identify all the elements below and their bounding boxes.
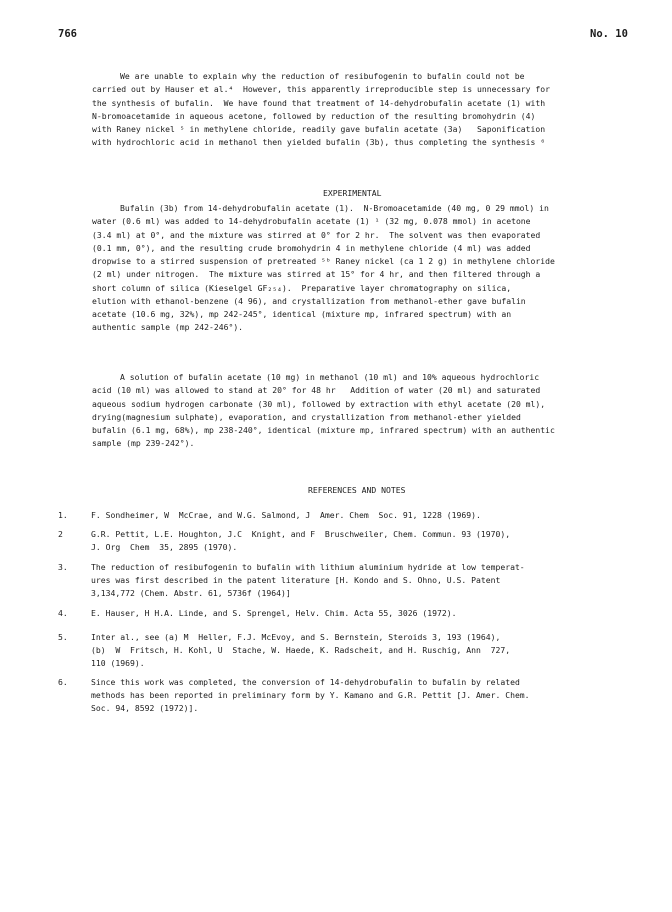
experimental-heading: EXPERIMENTAL xyxy=(323,188,382,198)
reference-line: J. Org Chem 35, 2895 (1970). xyxy=(91,542,238,552)
reference-number: 6. xyxy=(58,677,68,687)
text-line: acid (10 ml) was allowed to stand at 20° for 48 hr Addition of water (20 ml) and saturated xyxy=(92,385,541,396)
reference-line: methods has been reported in preliminary form by Y. Kamano and G.R. Pettit [J. Amer. Chem. xyxy=(91,690,530,700)
reference-line: (b) W Fritsch, H. Kohl, U Stache, W. Haede, K. Radscheit, and H. Ruschig, Ann 727, xyxy=(91,645,511,655)
text-line: dropwise to a stirred suspension of pretreated ⁵ᵇ Raney nickel (ca 1 2 g) in methylene chloride xyxy=(92,256,555,266)
reference-line: G.R. Pettit, L.E. Houghton, J.C Knight, and F Bruschweiler, Chem. Commun. 93 (1970), xyxy=(91,529,511,539)
text-line: the synthesis of bufalin. We have found that treatment of 14-dehydrobufalin acetate (1) with xyxy=(92,97,546,108)
experimental-paragraph-2 xyxy=(92,371,612,451)
reference-line: ures was first described in the patent literature [H. Kondo and S. Ohno, U.S. Patent xyxy=(91,575,501,585)
text-line: (0.1 mm, 0°), and the resulting crude bromohydrin 4 in methylene chloride (4 ml) was added xyxy=(92,242,531,253)
text-line: Bufalin (3b) from 14-dehydrobufalin acetate (1). N-Bromoacetamide (40 mg, 0 29 mmol) in xyxy=(120,203,549,213)
reference-line: F. Sondheimer, W McCrae, and W.G. Salmond, J Amer. Chem Soc. 91, 1228 (1969). xyxy=(91,510,481,520)
text-line: carried out by Hauser et al.⁴ However, this apparently irreproducible step is unnecessary for xyxy=(92,84,551,95)
text-line: short column of silica (Kieselgel GF₂₅₄). Preparative layer chromatography on silica, xyxy=(92,282,512,293)
text-line: elution with ethanol-benzene (4 96), and crystallization from methanol-ether gave bufalin xyxy=(92,295,526,306)
reference-line: Since this work was completed, the conversion of 14-dehydrobufalin to bufalin by related xyxy=(91,677,520,687)
text-line: aqueous sodium hydrogen carbonate (30 ml), followed by extraction with ethyl acetate (20 ml), xyxy=(92,398,546,409)
text-line: sample (mp 239-242°). xyxy=(92,438,195,449)
text-line: acetate (10.6 mg, 32%), mp 242-245°, identical (mixture mp, infrared spectrum) with an xyxy=(92,309,512,319)
reference-line: 3,134,772 (Chem. Abstr. 61, 5736f (1964)] xyxy=(91,588,291,598)
text-line: N-bromoacetamide in aqueous acetone, followed by reduction of the resulting bromohydrin (4) xyxy=(92,110,536,121)
reference-number: 4. xyxy=(58,608,68,618)
reference-line: The reduction of resibufogenin to bufalin with lithium aluminium hydride at low temperat- xyxy=(91,562,525,572)
reference-number: 3. xyxy=(58,562,68,572)
reference-line: Soc. 94, 8592 (1972)]. xyxy=(91,703,199,713)
page-number: 766 xyxy=(58,28,77,40)
text-line: (2 ml) under nitrogen. The mixture was stirred at 15° for 4 hr, and then filtered through a xyxy=(92,269,541,280)
reference-line: 110 (1969). xyxy=(91,658,145,668)
text-line: water (0.6 ml) was added to 14-dehydrobufalin acetate (1) ¹ (32 mg, 0.078 mmol) in acetone xyxy=(92,216,531,227)
references-heading: REFERENCES AND NOTES xyxy=(308,485,406,495)
issue-number: No. 10 xyxy=(590,28,628,40)
text-line: authentic sample (mp 242-246°). xyxy=(92,322,244,333)
text-line: with hydrochloric acid in methanol then yielded bufalin (3b), thus completing the synthesis ⁶ xyxy=(92,137,546,148)
reference-number: 2 xyxy=(58,529,63,539)
text-line: We are unable to explain why the reduction of resibufogenin to bufalin could not be xyxy=(120,71,525,81)
text-line: with Raney nickel ⁵ in methylene chloride, readily gave bufalin acetate (3a) Saponification xyxy=(92,124,546,134)
text-line: (3.4 ml) at 0°, and the mixture was stirred at 0° for 2 hr. The solvent was then evaporated xyxy=(92,229,541,240)
intro-paragraph xyxy=(92,70,612,150)
text-line: bufalin (6.1 mg, 68%), mp 238-240°, identical (mixture mp, infrared spectrum) with an authentic xyxy=(92,425,555,435)
reference-line: E. Hauser, H H.A. Linde, and S. Sprengel, Helv. Chim. Acta 55, 3026 (1972). xyxy=(91,608,457,618)
text-line: A solution of bufalin acetate (10 mg) in methanol (10 ml) and 10% aqueous hydrochloric xyxy=(120,372,540,382)
reference-line: Inter al., see (a) M Heller, F.J. McEvoy, and S. Bernstein, Steroids 3, 193 (1964), xyxy=(91,632,501,642)
text-line: drying(magnesium sulphate), evaporation, and crystallization from methanol-ether yielded xyxy=(92,411,521,422)
reference-number: 5. xyxy=(58,632,68,642)
reference-number: 1. xyxy=(58,510,68,520)
experimental-paragraph-1 xyxy=(92,202,612,335)
